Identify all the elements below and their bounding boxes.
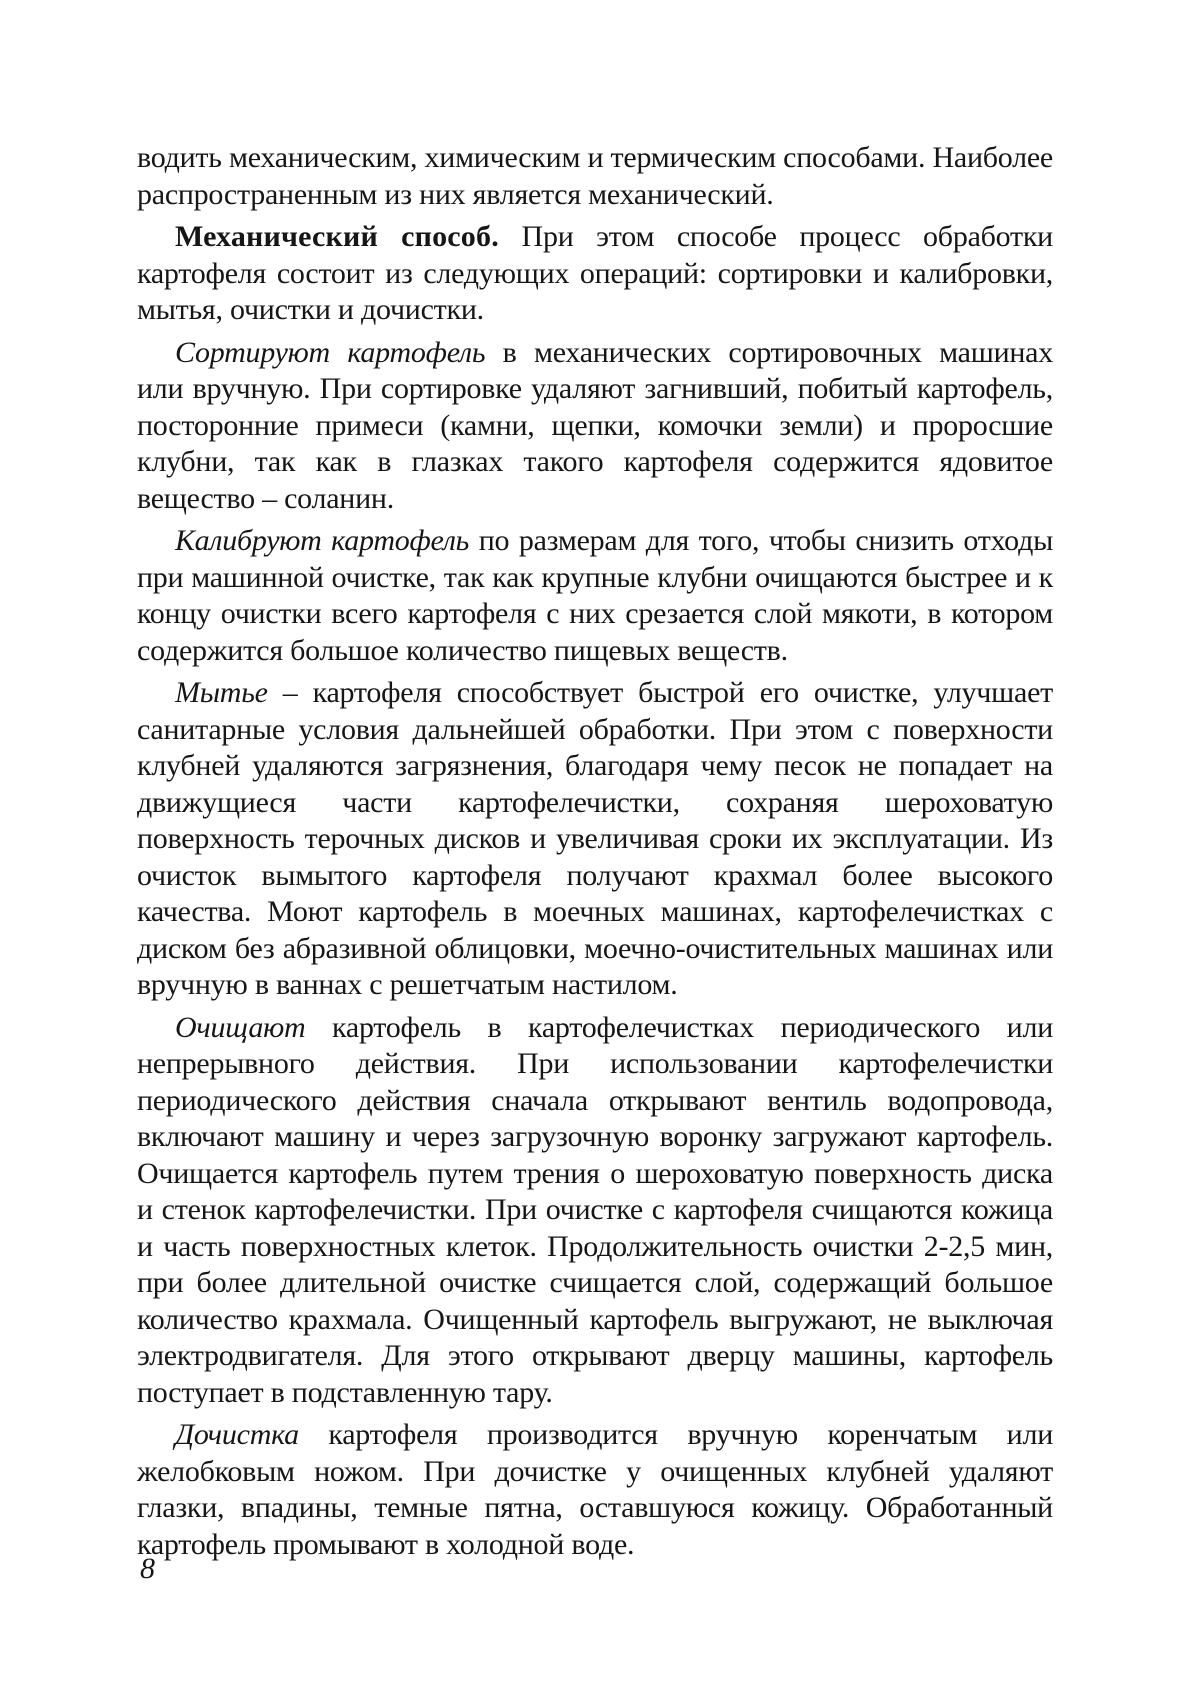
paragraph-calibration — [137, 523, 1053, 669]
paragraph-text: водить механическим, химическим и термическим способами. Наиболее распространенным из них является механический. — [137, 141, 1053, 211]
paragraph-peeling — [137, 1010, 1053, 1412]
paragraph-text: по размерам для того, чтобы снизить отходы при машинной очистке, так как крупные клубни очищаются быстрее и к концу очистки всего картофеля с них срезается слой мякоти, в котором содержится большое количество пищевых веществ. — [137, 524, 1053, 667]
paragraph-lead: Дочистка — [175, 1418, 299, 1451]
paragraph-lead: Механический способ. — [175, 220, 499, 253]
paragraph-lead: Сортируют картофель — [175, 335, 486, 369]
paragraph-washing — [137, 675, 1053, 1004]
paragraph-mechanical-method — [137, 219, 1053, 329]
paragraph-text: При этом способе процесс обработки картофеля состоит из следующих операций: сортировки и калибровки, мытья, очистки и дочистки. — [137, 220, 1053, 326]
paragraph-sorting — [137, 335, 1053, 518]
paragraph-lead: Калибруют картофель — [175, 524, 470, 557]
paragraph-text: картофель в картофелечистках периодического или непрерывного действия. При использовании картофелечистки периодического действия сначала открывают вентиль водопровода, включают машину и через загрузочную воронку загружают картофель. Очищается картофель путем трения о шероховатую поверхность диска и стенок картофелечистки. При очистке с картофеля счищаются кожица и часть поверхностных клеток. Продолжительность очистки 2-2,5 мин, при более длительной очистке счищается слой, содержащий большое количество крахмала. Очищенный картофель выгружают, не выключая электродвигателя. Для этого открывают дверцу машины, картофель поступает в подставленную тару. — [137, 1010, 1053, 1409]
paragraph-final-cleaning — [137, 1417, 1053, 1563]
paragraph-text: в механических сортировочных машинах или вручную. При сортировке удаляют загнивший, побитый картофель, посторонние примеси (камни, щепки, комочки земли) и проросшие клубни, так как в глазках такого картофеля содержится ядовитое вещество – соланин. — [137, 335, 1053, 515]
paragraph-lead: Очищают — [175, 1010, 306, 1044]
paragraph-text: картофеля производится вручную коренчатым или желобковым ножом. При дочистке у очищенных клубней удаляют глазки, впадины, темные пятна, оставшуюся кожицу. Обработанный картофель промывают в холодной воде. — [137, 1418, 1053, 1561]
page-body — [137, 140, 1053, 1563]
page-number: 8 — [140, 1552, 155, 1585]
paragraph-continuation — [137, 140, 1053, 213]
paragraph-lead: Мытье – — [175, 676, 298, 709]
paragraph-text: картофеля способствует быстрой его очистке, улучшает санитарные условия дальнейшей обработки. При этом с поверхности клубней удаляются загрязнения, благодаря чему песок не попадает на движущиеся части картофелечистки, сохраняя шероховатую поверхность терочных дисков и увеличивая сроки их эксплуатации. Из очисток вымытого картофеля получают крахмал более высокого качества. Моют картофель в моечных машинах, картофелечистках с диском без абразивной облицовки, моечно-очистительных машинах или вручную в ваннах с решетчатым настилом. — [137, 676, 1053, 1001]
